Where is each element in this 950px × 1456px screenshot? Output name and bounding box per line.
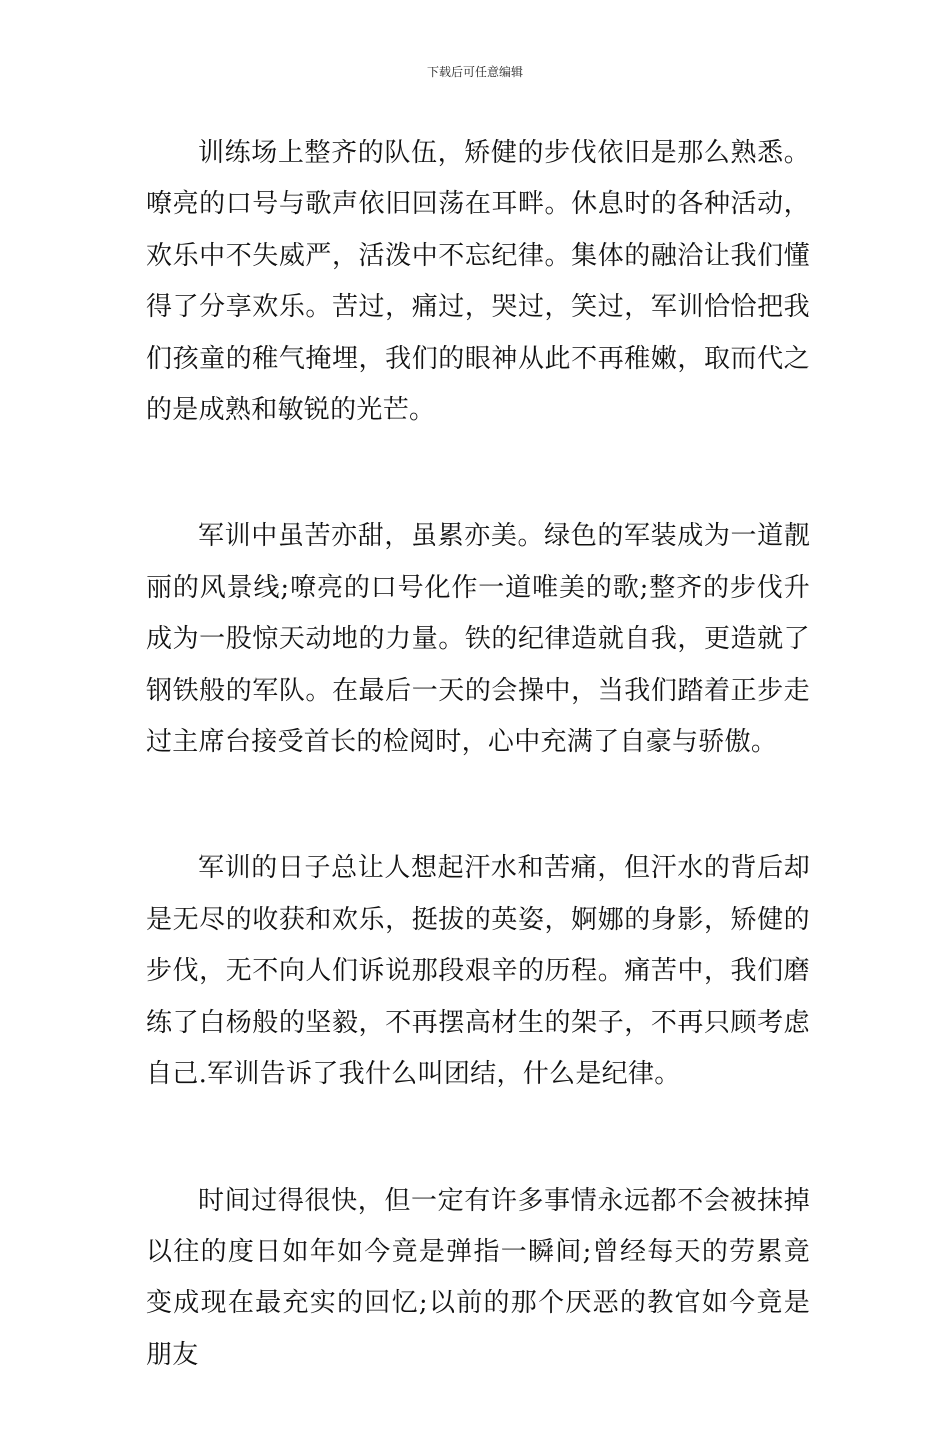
paragraph-1: 训练场上整齐的队伍，矫健的步伐依旧是那么熟悉。嘹亮的口号与歌声依旧回荡在耳畔。休息时的各种活动，欢乐中不失威严，活泼中不忘纪律。集体的融洽让我们懂得了分享欢乐。苦过，痛过，哭过，笑过，军训恰恰把我们孩童的稚气掩埋，我们的眼神从此不再稚嫩，取而代之的是成熟和敏锐的光芒。 xyxy=(146,138,810,426)
paragraph-4: 时间过得很快，但一定有许多事情永远都不会被抹掉以往的度日如年如今竟是弹指一瞬间;曾经每天的劳累竟变成现在最充实的回忆;以前的那个厌恶的教官如今竟是朋友 xyxy=(146,1185,810,1370)
document-body xyxy=(146,128,810,1456)
page-header: 下载后可任意编辑 xyxy=(426,65,523,79)
paragraph-2: 军训中虽苦亦甜，虽累亦美。绿色的军装成为一道靓丽的风景线;嘹亮的口号化作一道唯美的歌;整齐的步伐升成为一股惊天动地的力量。铁的纪律造就自我，更造就了钢铁般的军队。在最后一天的会操中，当我们踏着正步走过主席台接受首长的检阅时，心中充满了自豪与骄傲。 xyxy=(146,521,810,758)
paragraph-3: 军训的日子总让人想起汗水和苦痛，但汗水的背后却是无尽的收获和欢乐，挺拔的英姿，婀娜的身影，矫健的步伐，无不向人们诉说那段艰辛的历程。痛苦中，我们磨练了白杨般的坚毅，不再摆高材生的架子，不再只顾考虑自己.军训告诉了我什么叫团结，什么是纪律。 xyxy=(146,853,810,1090)
